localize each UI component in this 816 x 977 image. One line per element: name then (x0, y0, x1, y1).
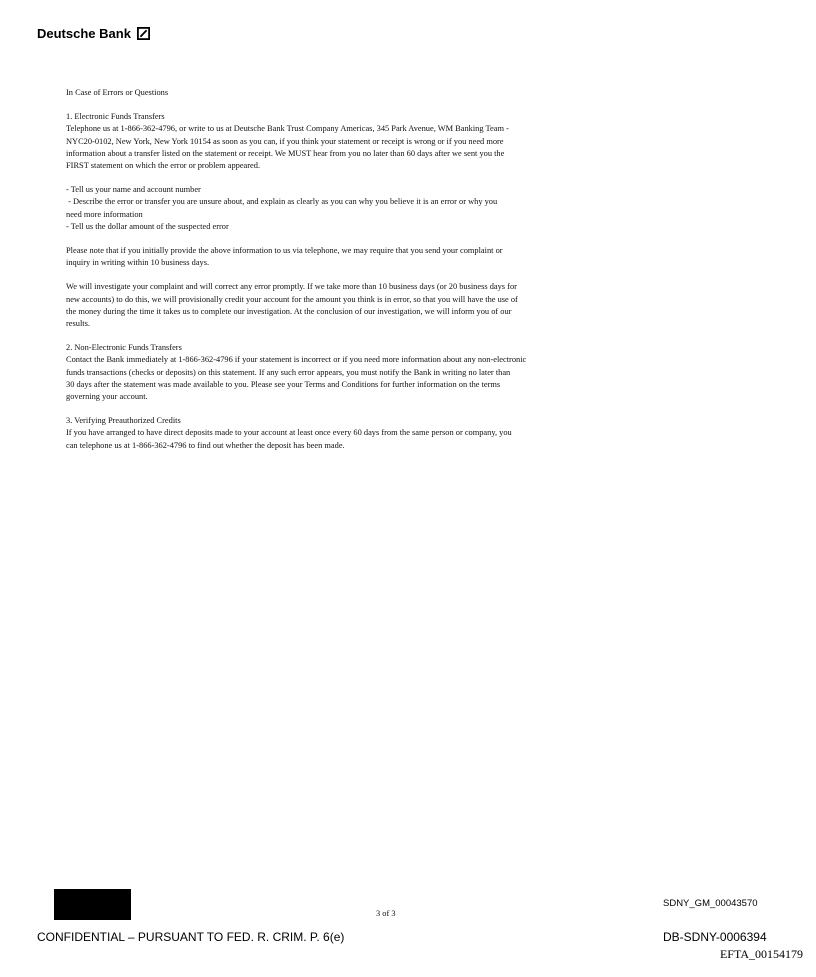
bullet-list (66, 184, 646, 233)
paragraph-line: Telephone us at 1-866-362-4796, or write to us at Deutsche Bank Trust Company Americas, 345 Park Avenue, WM Banking Team - (66, 124, 509, 134)
section-electronic-funds-transfers (66, 111, 646, 172)
bullet-item: - Tell us the dollar amount of the suspected error (66, 221, 229, 231)
section-verifying-preauthorized-credits (66, 415, 646, 452)
sdny-bates-number: SDNY_GM_00043570 (663, 898, 758, 909)
paragraph-line: information about a transfer listed on the statement or receipt. We MUST hear from you no later than 60 days after we sent you the (66, 148, 505, 158)
bullet-item: - Tell us your name and account number (66, 185, 201, 195)
deutsche-bank-slash-square-icon (137, 27, 150, 40)
paragraph-line: If you have arranged to have direct deposits made to your account at least once every 60 days from the same person or company, you (66, 428, 512, 438)
brand-logo (37, 26, 150, 41)
efta-number: EFTA_00154179 (719, 947, 803, 961)
paragraph-line: inquiry in writing within 10 business days. (66, 258, 210, 268)
paragraph-line: governing your account. (66, 392, 148, 402)
paragraph-line: FIRST statement on which the error or problem appeared. (66, 161, 261, 171)
paragraph-line: Please note that if you initially provide the above information to us via telephone, we may require that you send your complaint or (66, 246, 503, 256)
bullet-item: - Describe the error or transfer you are unsure about, and explain as clearly as you can why you believe it is an error or why you (66, 197, 498, 207)
brand-name: Deutsche Bank (37, 26, 131, 41)
paragraph-line: can telephone us at 1-866-362-4796 to find out whether the deposit has been made. (66, 440, 345, 450)
bullet-item: need more information (66, 209, 143, 219)
confidential-notice: CONFIDENTIAL – PURSUANT TO FED. R. CRIM. P. 6(e) (37, 930, 345, 944)
section-title: 3. Verifying Preauthorized Credits (66, 416, 181, 426)
paragraph-line: funds transactions (checks or deposits) on this statement. If any such error appears, you must notify the Bank in writing no later than (66, 367, 511, 377)
section-non-electronic-funds-transfers (66, 342, 646, 403)
investigation-paragraph (66, 281, 646, 330)
db-sdny-bates-number: DB-SDNY-0006394 (663, 930, 767, 944)
paragraph-line: the money during the time it takes us to complete our investigation. At the conclusion of our investigation, we will inform you of our (66, 306, 512, 316)
redaction-block (54, 889, 131, 920)
paragraph-line: We will investigate your complaint and will correct any error promptly. If we take more than 10 business days (or 20 business days for (66, 282, 517, 292)
paragraph-line: NYC20-0102, New York, New York 10154 as soon as you can, if you think your statement or receipt is wrong or if you need more (66, 136, 504, 146)
paragraph-line: new accounts) to do this, we will provisionally credit your account for the amount you think is in error, so that you will have the use of (66, 294, 518, 304)
section-title: 1. Electronic Funds Transfers (66, 112, 165, 122)
paragraph-line: 30 days after the statement was made available to you. Please see your Terms and Conditions for further information on the terms (66, 379, 501, 389)
paragraph-line: results. (66, 319, 90, 329)
statement-disclosure (66, 87, 646, 464)
disclosure-heading: In Case of Errors or Questions (66, 88, 169, 97)
section-title: 2. Non-Electronic Funds Transfers (66, 343, 182, 353)
note-paragraph (66, 245, 646, 269)
paragraph-line: Contact the Bank immediately at 1-866-362-4796 if your statement is incorrect or if you need more information about any non-electronic (66, 355, 527, 365)
page-number: 3 of 3 (376, 909, 396, 918)
